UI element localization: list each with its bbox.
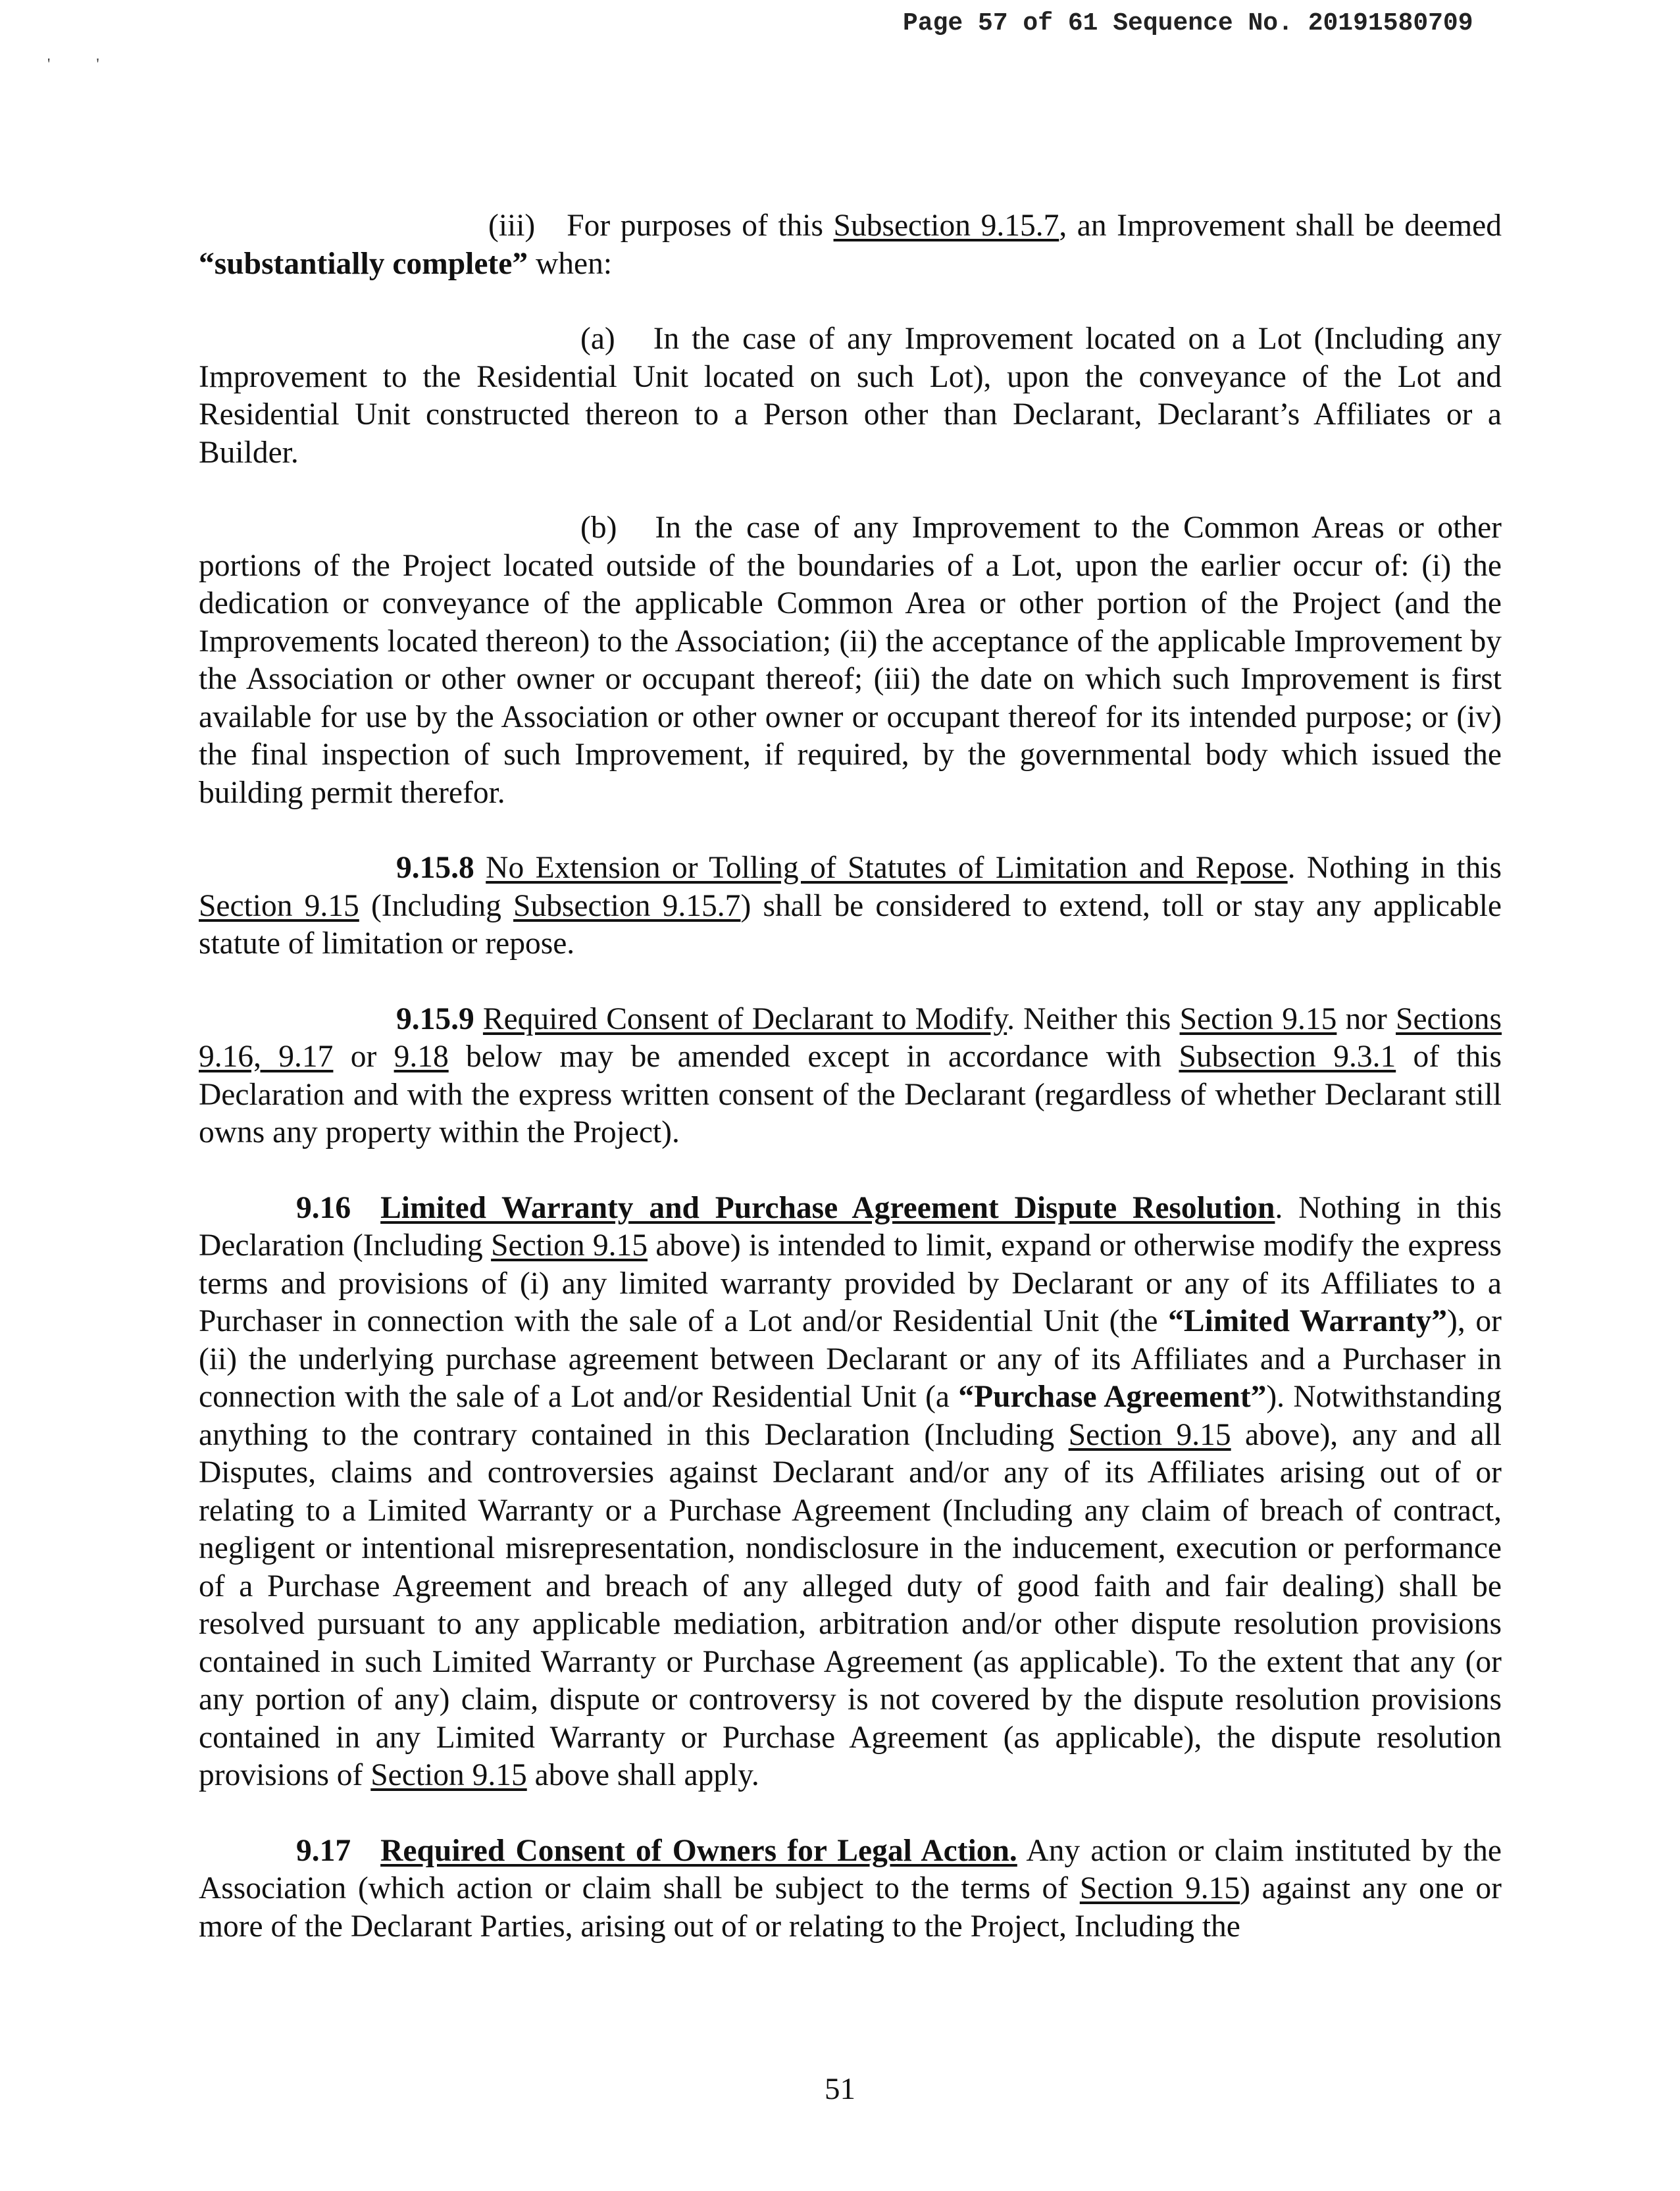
para-text: . Nothing in this xyxy=(1287,851,1502,885)
defined-term: “substantially complete” xyxy=(199,246,528,281)
section-reference: Subsection 9.3.1 xyxy=(1179,1040,1396,1074)
document-body xyxy=(199,207,1502,1946)
para-text: . Neither this xyxy=(1007,1001,1180,1036)
defined-term: “Purchase Agreement” xyxy=(958,1380,1267,1414)
para-number: (b) xyxy=(580,511,617,545)
scan-mark: ' xyxy=(96,56,99,73)
para-text: ) shall be considered to extend, toll or stay any applicable statute of limitation or repose. xyxy=(199,888,1502,961)
para-text: when: xyxy=(528,246,613,281)
section-number: 9.15.8 xyxy=(396,851,474,885)
section-reference: Section 9.15 xyxy=(1068,1417,1231,1452)
para-text: above), any and all Disputes, claims and controversies against Declarant and/or any of its Affiliates arising out of or relating to a Limited Warranty or a Purchase Agreement (Including any claim of breach of contract, negligent or intentional misrepresentation, nondisclosure in the inducement, execution or performance of a Purchase Agreement and breach of any alleged duty of good faith and fair dealing) shall be resolved pursuant to any applicable mediation, arbitration and/or other dispute resolution provisions contained in such Limited Warranty or Purchase Agreement (as applicable). To the extent that any (or any portion of any) claim, dispute or controversy is not covered by the dispute resolution provisions contained in any Limited Warranty or Purchase Agreement (as applicable), the dispute resolution provisions of xyxy=(199,1417,1502,1792)
para-text: In the case of any Improvement to the Common Areas or other portions of the Project located outside of the boundaries of a Lot, upon the earlier occur of: (i) the dedication or conveyance of the applicable Common Area or other portion of the Project (and the Improvements located thereon) to the Association; (ii) the acceptance of the applicable Improvement by the Association or other owner or occupant thereof; (iii) the date on which such Improvement is first available for use by the Association or other owner or occupant thereof for its intended purpose; or (iv) the final inspection of such Improvement, if required, by the governmental body which issued the building permit therefor. xyxy=(199,511,1502,810)
section-title: Required Consent of Declarant to Modify xyxy=(482,1001,1007,1036)
section-number: 9.16 xyxy=(296,1190,351,1225)
para-text: . Nothing in this Declaration (Including xyxy=(199,1190,1502,1263)
para-text: or xyxy=(333,1040,394,1074)
section-reference: Section 9.15 xyxy=(491,1228,648,1263)
section-reference: Section 9.15 xyxy=(1079,1871,1240,1905)
section-number: 9.15.9 xyxy=(396,1001,474,1036)
para-number: (iii) xyxy=(488,209,536,243)
paragraph-iii xyxy=(199,207,1502,283)
section-title: Limited Warranty and Purchase Agreement Dispute Resolution xyxy=(380,1190,1275,1225)
para-text: , an Improvement shall be deemed xyxy=(1059,209,1502,243)
para-text: ), or (ii) the underlying purchase agreement between Declarant or any of its Affiliates and a Purchaser in connection with the sale of a Lot and/or Residential Unit (a xyxy=(199,1304,1502,1414)
section-reference: Subsection 9.15.7 xyxy=(513,888,741,923)
section-reference: Section 9.15 xyxy=(1179,1001,1337,1036)
section-reference: Subsection 9.15.7 xyxy=(833,209,1059,243)
para-text: For purposes of this xyxy=(567,209,834,243)
paragraph-a xyxy=(199,320,1502,472)
section-number: 9.17 xyxy=(296,1833,351,1868)
section-reference: Section 9.15 xyxy=(370,1758,527,1792)
para-text: of this Declaration and with the express written consent of the Declarant (regardless of whether Declarant still owns any property within the Project). xyxy=(199,1040,1502,1149)
para-text: above) is intended to limit, expand or otherwise modify the express terms and provisions of (i) any limited warranty provided by Declarant or any of its Affiliates to a Purchaser in connection with the sale of a Lot and/or Residential Unit (the xyxy=(199,1228,1502,1338)
para-text: above shall apply. xyxy=(526,1758,759,1792)
section-9-15-9 xyxy=(199,1001,1502,1152)
scan-mark: ' xyxy=(47,56,51,73)
paragraph-b xyxy=(199,509,1502,812)
section-9-16 xyxy=(199,1190,1502,1795)
para-text: ) against any one or more of the Declarant Parties, arising out of or relating to the Project, Including the xyxy=(199,1871,1502,1944)
para-text: below may be amended except in accordance with xyxy=(448,1040,1179,1074)
scan-marks xyxy=(47,56,145,74)
para-number: (a) xyxy=(580,322,615,356)
section-9-15-8 xyxy=(199,849,1502,963)
section-title: No Extension or Tolling of Statutes of Limitation and Repose xyxy=(486,851,1288,885)
page-sequence-header: Page 57 of 61 Sequence No. 20191580709 xyxy=(903,9,1473,38)
section-title: Required Consent of Owners for Legal Action. xyxy=(380,1833,1017,1868)
section-reference: Section 9.15 xyxy=(199,888,359,923)
para-text: (Including xyxy=(359,888,514,923)
defined-term: “Limited Warranty” xyxy=(1168,1304,1448,1338)
para-text: In the case of any Improvement located on a Lot (Including any Improvement to the Residential Unit located on such Lot), upon the conveyance of the Lot and Residential Unit constructed thereon to a Person other than Declarant, Declarant’s Affiliates or a Builder. xyxy=(199,322,1502,470)
para-text: Any action or claim instituted by the Association (which action or claim shall be subject to the terms of xyxy=(199,1833,1502,1905)
section-reference: Sections 9.16, 9.17 xyxy=(199,1001,1502,1074)
section-9-17 xyxy=(199,1832,1502,1946)
para-text: nor xyxy=(1336,1001,1396,1036)
page-number: 51 xyxy=(825,2072,855,2106)
section-reference: 9.18 xyxy=(394,1040,449,1074)
para-text: ). Notwithstanding anything to the contrary contained in this Declaration (Including xyxy=(199,1380,1502,1452)
